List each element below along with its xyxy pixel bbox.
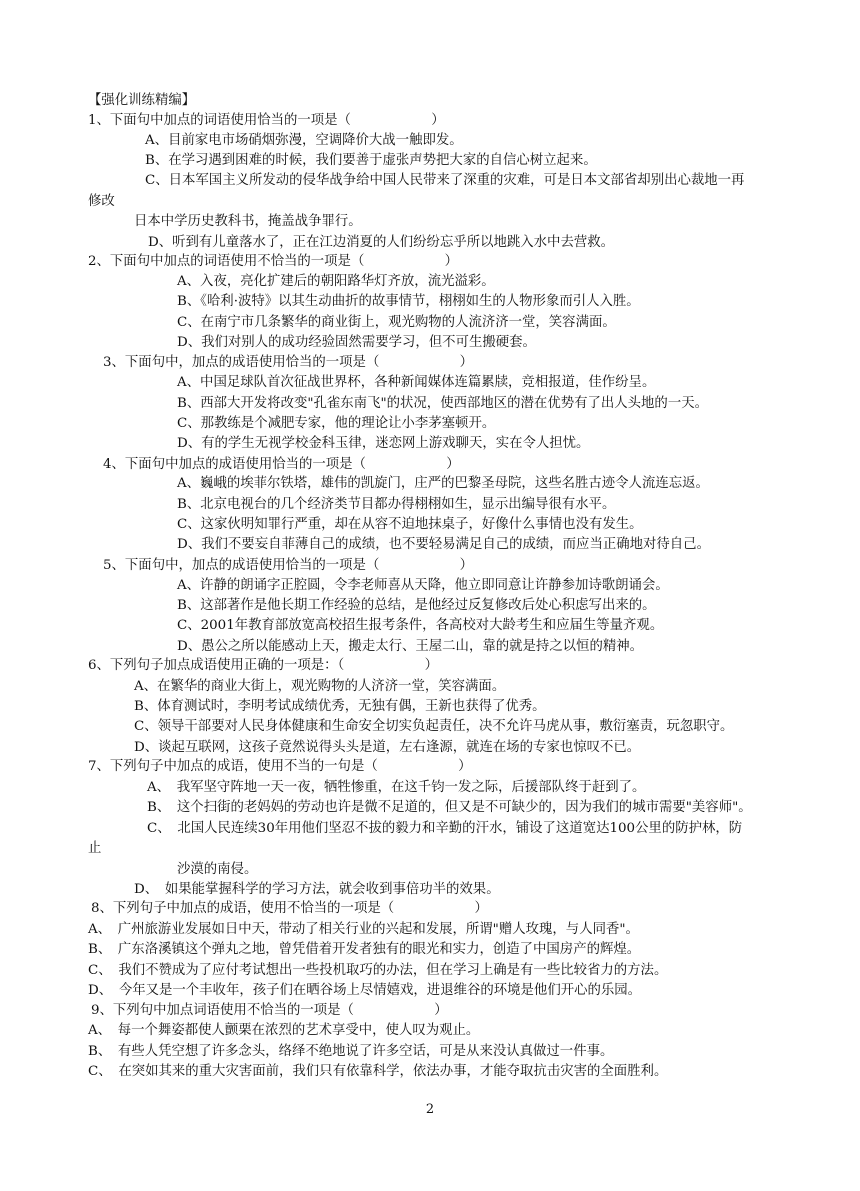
option-7d: D、 如果能掌握科学的学习方法，就会收到事倍功半的效果。 — [134, 882, 500, 897]
question-5: 5、下面句中，加点的成语使用恰当的一项是（ ） — [103, 558, 474, 573]
option-6d: D、谈起互联网，这孩子竟然说得头头是道，左右逢源，就连在场的专家也惊叹不已。 — [134, 740, 641, 755]
option-1a: A、目前家电市场硝烟弥漫，空调降价大战一触即发。 — [145, 133, 463, 148]
question-9: 9、下列句中加点词语使用不恰当的一项是（ ） — [91, 1003, 448, 1018]
option-6b: B、体育测试时，李明考试成绩优秀，无独有偶，王新也获得了优秀。 — [134, 699, 546, 714]
question-2: 2、下面句中加点的词语使用不恰当的一项是（ ） — [88, 254, 459, 269]
option-9c: C、 在突如其来的重大灾害面前，我们只有依靠科学，依法办事，才能夺取抗击灾害的全面胜利。 — [88, 1064, 668, 1079]
option-9b: B、 有些人凭空想了许多念头，络绎不绝地说了许多空话，可是从来没认真做过一件事。 — [88, 1044, 614, 1059]
question-7: 7、下列句子中加点的成语，使用不当的一句是（ ） — [88, 759, 472, 774]
option-8b: B、 广东洛溪镇这个弹丸之地，曾凭借着开发者独有的眼光和实力，创造了中国房产的辉煌。 — [88, 942, 641, 957]
option-7a: A、 我军坚守阵地一天一夜，牺牲惨重，在这千钧一发之际，后援部队终于赶到了。 — [147, 780, 646, 795]
page-number: 2 — [425, 1102, 435, 1117]
option-8a: A、 广州旅游业发展如日中天，带动了相关行业的兴起和发展，所谓"赠人玫瑰，与人同香"。 — [88, 922, 639, 937]
option-5b: B、这部著作是他长期工作经验的总结，是他经过反复修改后处心积虑写出来的。 — [177, 598, 656, 613]
option-6a: A、在繁华的商业大街上，观光购物的人济济一堂，笑容满面。 — [134, 679, 506, 694]
option-7c: C、 北国人民连续30年用他们坚忍不拔的毅力和辛勤的汗水，铺设了这道宽达100公里的防护林，防 — [147, 821, 743, 836]
option-1c: C、日本军国主义所发动的侵华战争给中国人民带来了深重的灾难，可是日本文部省却别出心裁地一再 — [145, 173, 745, 188]
question-8: 8、下列句子中加点的成语，使用不恰当的一项是（ ） — [91, 901, 488, 916]
option-7c-cont: 沙漠的南侵。 — [177, 862, 258, 877]
option-1b: B、在学习遇到困难的时候，我们要善于虚张声势把大家的自信心树立起来。 — [145, 153, 597, 168]
option-3b: B、西部大开发将改变"孔雀东南飞"的状况，使西部地区的潜在优势有了出人头地的一天。 — [177, 396, 708, 411]
option-5d: D、愚公之所以能感动上天，搬走太行、王屋二山，靠的就是持之以恒的精神。 — [177, 639, 644, 654]
option-8c: C、 我们不赞成为了应付考试想出一些投机取巧的办法，但在学习上确是有一些比较省力的方法。 — [88, 963, 668, 978]
option-6c: C、领导干部要对人民身体健康和生命安全切实负起责任，决不允许马虎从事，敷衍塞责，玩忽职守。 — [134, 719, 734, 734]
question-1: 1、下面句中加点的词语使用恰当的一项是（ ） — [88, 113, 445, 128]
option-2b: B、《哈利·波特》以其生动曲折的故事情节，栩栩如生的人物形象而引人入胜。 — [177, 294, 640, 309]
option-3d: D、有的学生无视学校金科玉律，迷恋网上游戏聊天，实在令人担忧。 — [177, 436, 590, 451]
option-4c: C、这家伙明知罪行严重，却在从容不迫地抹桌子，好像什么事情也没有发生。 — [177, 517, 643, 532]
option-3a: A、中国足球队首次征战世界杯，各种新闻媒体连篇累牍，竞相报道，佳作纷呈。 — [177, 375, 656, 390]
option-4d: D、我们不要妄自菲薄自己的成绩，也不要轻易满足自己的成绩，而应当正确地对待自己。 — [177, 537, 710, 552]
option-2d: D、我们对别人的成功经验固然需要学习，但不可生搬硬套。 — [177, 335, 536, 350]
option-1c-wrap: 修改 — [88, 194, 115, 209]
option-2c: C、在南宁市几条繁华的商业街上，观光购物的人流济济一堂，笑容满面。 — [177, 315, 616, 330]
option-7c-wrap: 止 — [88, 841, 102, 856]
section-title: 【强化训练精编】 — [88, 93, 196, 108]
option-8d: D、 今年又是一个丰收年，孩子们在晒谷场上尽情嬉戏，进退维谷的环境是他们开心的乐园。 — [88, 983, 642, 998]
option-4b: B、北京电视台的几个经济类节目都办得栩栩如生，显示出编导很有水平。 — [177, 497, 616, 512]
option-3c: C、那教练是个减肥专家，他的理论让小李茅塞顿开。 — [177, 416, 496, 431]
option-1c-cont: 日本中学历史教科书，掩盖战争罪行。 — [134, 214, 362, 229]
option-9a: A、 每一个舞姿都使人颤栗在浓烈的艺术享受中，使人叹为观止。 — [88, 1023, 480, 1038]
question-6: 6、下列句子加点成语使用正确的一项是：（ ） — [88, 658, 438, 673]
option-1d: D、听到有儿童落水了，正在江边消夏的人们纷纷忘乎所以地跳入水中去营救。 — [148, 235, 615, 250]
option-5c: C、2001年教育部放宽高校招生报考条件，各高校对大龄考生和应届生等量齐观。 — [177, 618, 664, 633]
option-2a: A、入夜，亮化扩建后的朝阳路华灯齐放，流光溢彩。 — [177, 274, 495, 289]
question-4: 4、下面句中加点的成语使用恰当的一项是（ ） — [103, 457, 460, 472]
option-4a: A、巍峨的埃菲尔铁塔，雄伟的凯旋门，庄严的巴黎圣母院，这些名胜古迹令人流连忘返。 — [177, 476, 709, 491]
option-7b: B、 这个扫街的老妈妈的劳动也许是微不足道的，但又是不可缺少的，因为我们的城市需要"美容师"。 — [147, 800, 752, 815]
option-5a: A、许静的朗诵字正腔圆，令李老师喜从天降，他立即同意让许静参加诗歌朗诵会。 — [177, 578, 669, 593]
question-3: 3、下面句中，加点的成语使用恰当的一项是（ ） — [103, 355, 474, 370]
